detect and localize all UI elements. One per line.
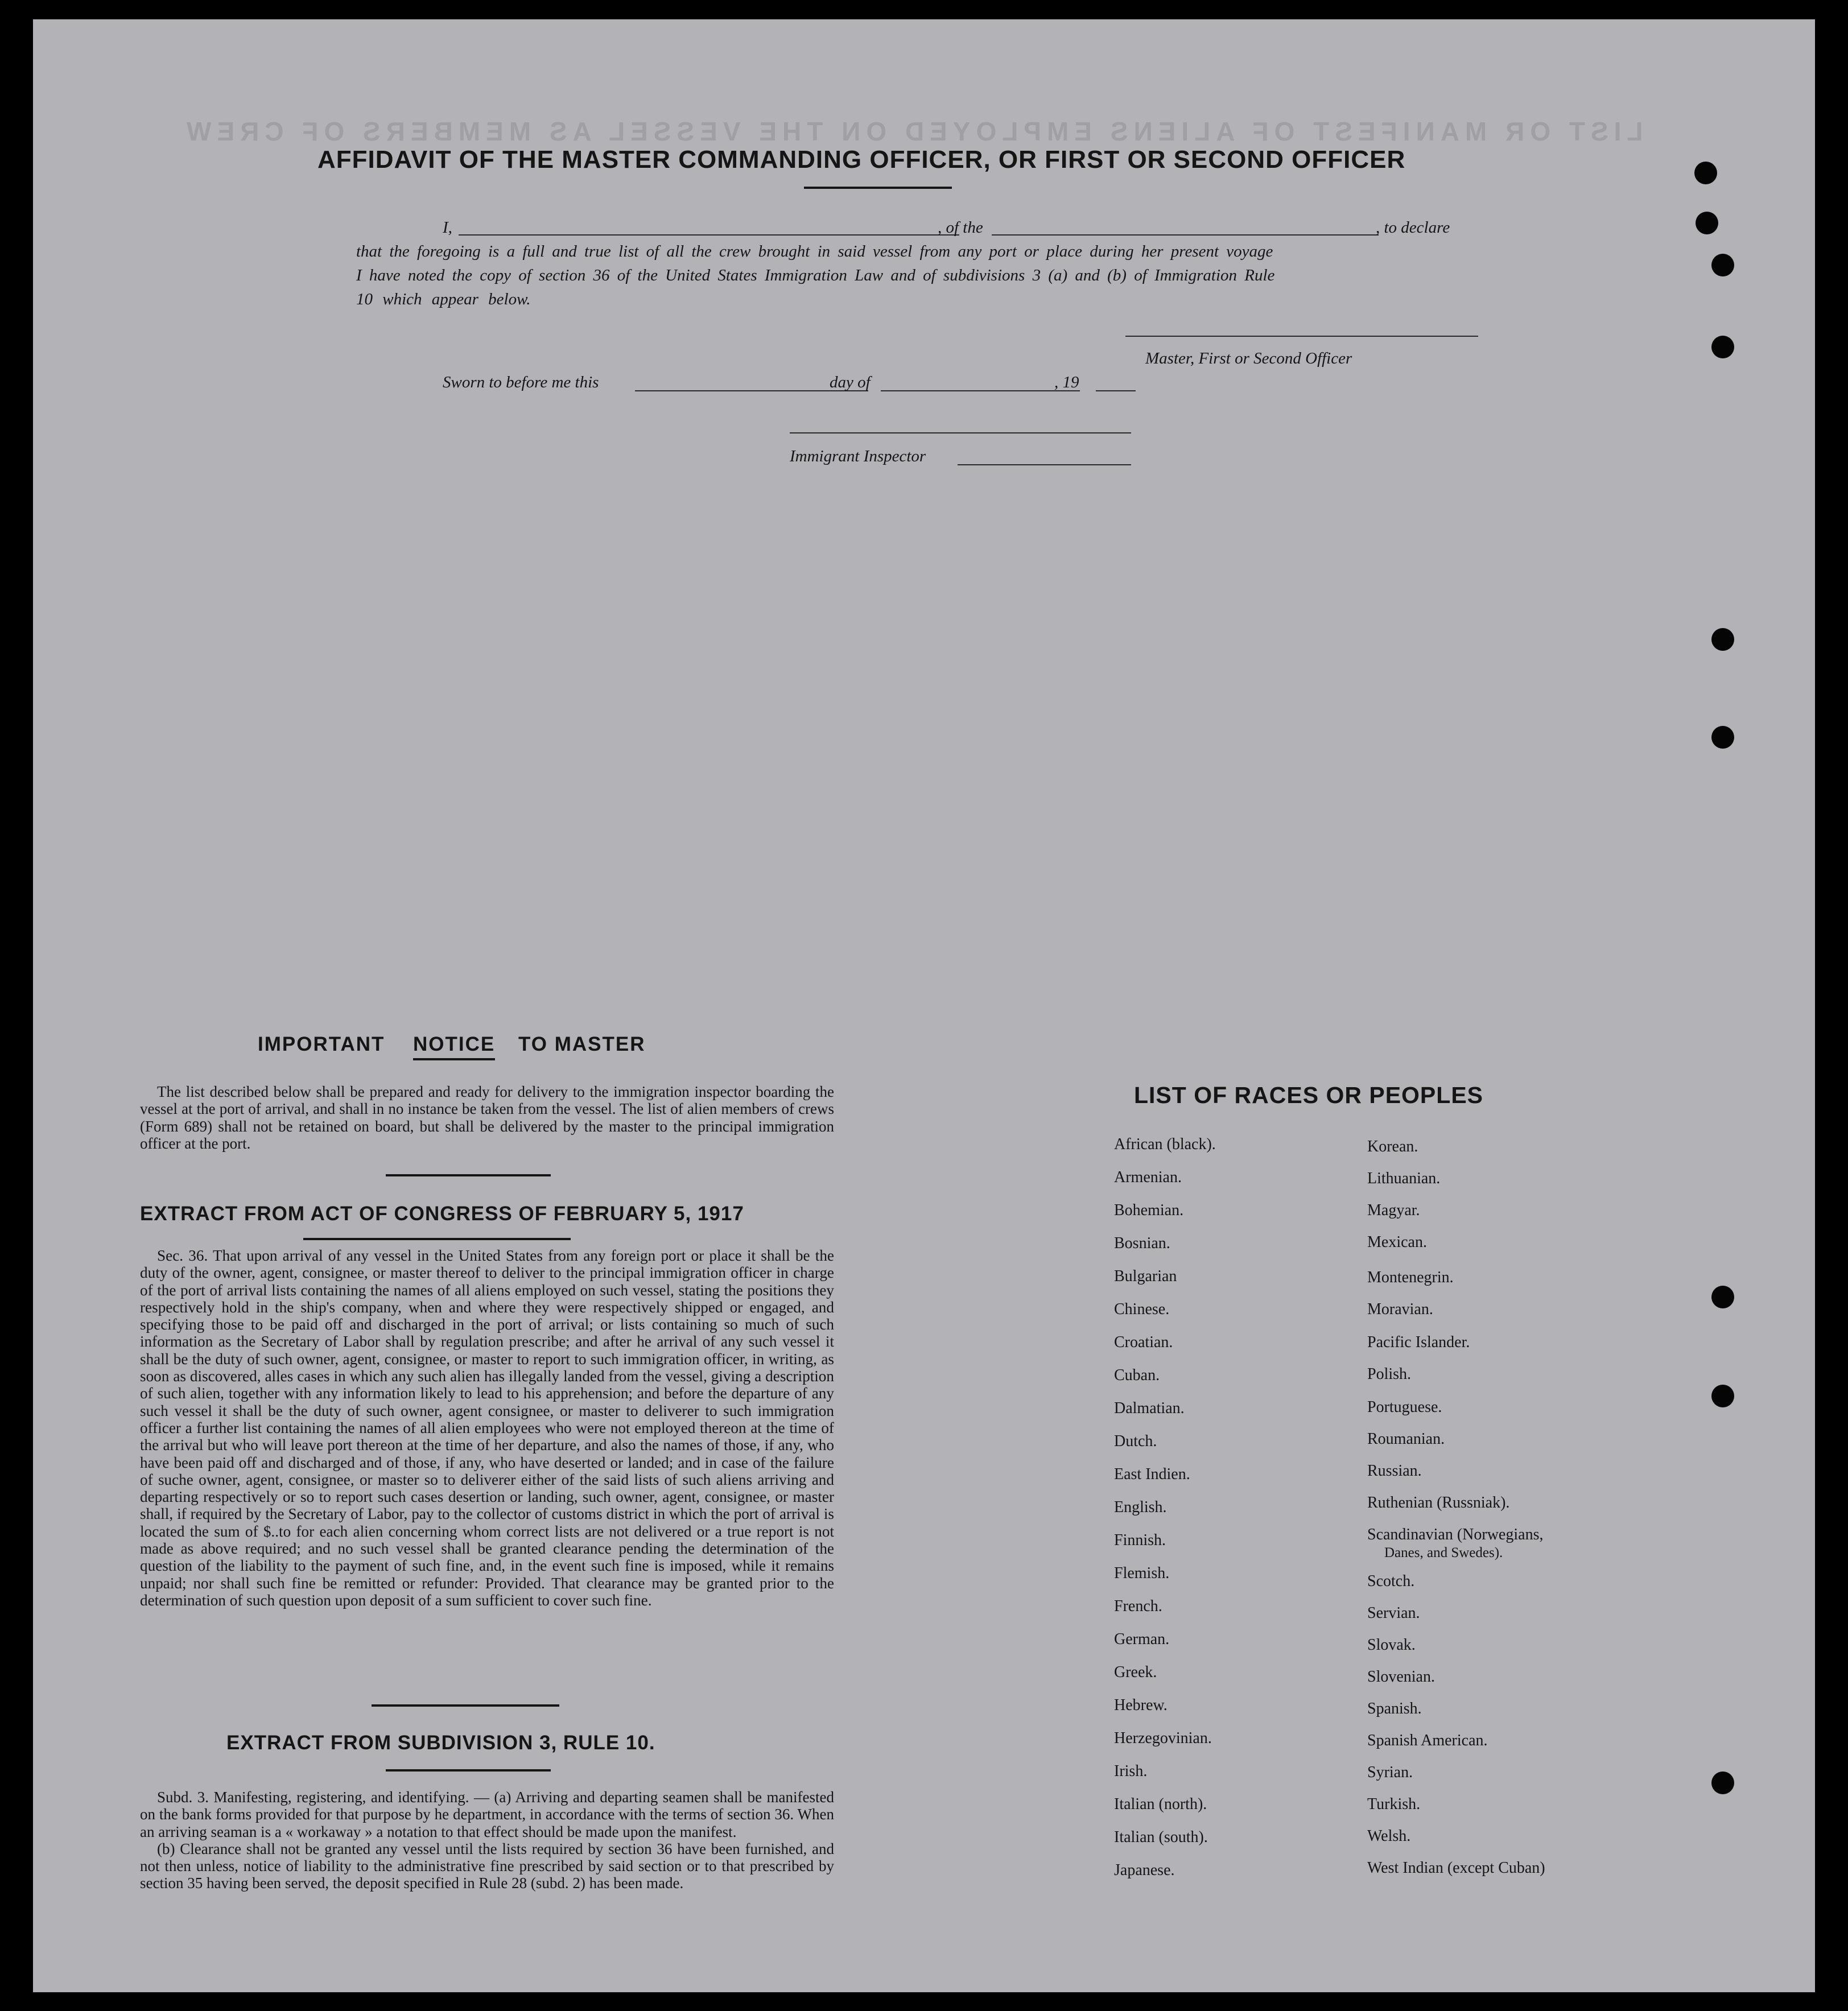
race-item: East Indien. bbox=[1114, 1465, 1190, 1483]
punch-hole bbox=[1711, 628, 1734, 651]
punch-hole bbox=[1711, 1385, 1734, 1407]
race-item: Polish. bbox=[1367, 1365, 1412, 1383]
document-page bbox=[33, 19, 1815, 1992]
race-item: Syrian. bbox=[1367, 1764, 1413, 1781]
bleed-through-text: LIST OR MANIFEST OF ALIENS EMPLOYED ON THE VESSEL AS MEMBERS OF CREW bbox=[181, 117, 1643, 146]
race-item: Moravian. bbox=[1367, 1300, 1433, 1318]
race-item: Hebrew. bbox=[1114, 1696, 1168, 1714]
race-item: Ruthenian (Russniak). bbox=[1367, 1494, 1510, 1512]
race-item: Montenegrin. bbox=[1367, 1269, 1454, 1286]
inspector-line bbox=[958, 464, 1131, 465]
race-item: Italian (north). bbox=[1114, 1795, 1207, 1813]
act-rule bbox=[303, 1238, 571, 1240]
inspector-line-top bbox=[790, 432, 1131, 433]
sworn-day-of: day of bbox=[830, 373, 871, 391]
race-item: Welsh. bbox=[1367, 1827, 1411, 1845]
race-item: Italian (south). bbox=[1114, 1828, 1208, 1846]
affidavit-body-line1: that the foregoing is a full and true list of all the crew brought in said vessel from any port or place during her present voyage bbox=[356, 242, 1273, 261]
race-item: Japanese. bbox=[1114, 1861, 1175, 1879]
affidavit-body-line3: 10 which appear below. bbox=[356, 290, 531, 308]
race-item: Spanish American. bbox=[1367, 1732, 1488, 1749]
race-item: Russian. bbox=[1367, 1462, 1422, 1480]
title-underline bbox=[804, 187, 952, 189]
race-item: Portuguese. bbox=[1367, 1398, 1442, 1416]
race-item: Turkish. bbox=[1367, 1795, 1421, 1813]
race-item: Slovenian. bbox=[1367, 1668, 1435, 1686]
affidavit-body-line2: I have noted the copy of section 36 of the United States Immigration Law and of subdivisions 3 (a) and (b) of Immigration Rule bbox=[356, 266, 1275, 284]
race-item: African (black). bbox=[1114, 1135, 1216, 1153]
race-item: Dalmatian. bbox=[1114, 1399, 1185, 1417]
affidavit-title: AFFIDAVIT OF THE MASTER COMMANDING OFFICER, OR FIRST OR SECOND OFFICER bbox=[317, 146, 1406, 174]
race-item: English. bbox=[1114, 1498, 1167, 1516]
race-item: Magyar. bbox=[1367, 1201, 1420, 1219]
race-item: Pacific Islander. bbox=[1367, 1333, 1470, 1351]
rule-heading: EXTRACT FROM SUBDIVISION 3, RULE 10. bbox=[226, 1732, 655, 1754]
race-item: Dutch. bbox=[1114, 1432, 1157, 1450]
rule-paragraph-a: Subd. 3. Manifesting, registering, and identifying. — (a) Arriving and departing seamen shall be manifested on the bank forms provided for that purpose by he department, in accordance with the terms of section 36. When an arriving seaman is a « workaway » a notation to that effect should be made upon the manifest. bbox=[140, 1789, 834, 1840]
affidavit-of-the: , of the bbox=[938, 218, 983, 237]
race-item: French. bbox=[1114, 1597, 1162, 1615]
blank-name-line bbox=[459, 234, 959, 236]
race-item: Scotch. bbox=[1367, 1572, 1415, 1590]
race-item: Mexican. bbox=[1367, 1233, 1427, 1251]
race-item: Armenian. bbox=[1114, 1168, 1182, 1186]
race-item: Bohemian. bbox=[1114, 1201, 1184, 1219]
notice-paragraph: The list described below shall be prepared and ready for delivery to the immigration inspector boarding the vessel at the port of arrival, and shall in no instance be taken from the vessel. The list of alien members of crews (Form 689) shall not be retained on board, but shall be delivered by the master to the principal immigration officer at the port. bbox=[140, 1083, 834, 1152]
notice-heading-to-master: TO MASTER bbox=[518, 1033, 646, 1055]
race-item: Roumanian. bbox=[1367, 1430, 1445, 1448]
inspector-label: Immigrant Inspector bbox=[790, 447, 926, 465]
act-text bbox=[140, 1247, 834, 1609]
rule-text bbox=[140, 1789, 834, 1892]
race-item: Finnish. bbox=[1114, 1531, 1166, 1549]
notice-rule bbox=[386, 1174, 551, 1176]
punch-hole bbox=[1711, 254, 1734, 276]
race-item: Bulgarian bbox=[1114, 1267, 1177, 1285]
affidavit-to-declare: , to declare bbox=[1376, 218, 1450, 237]
punch-hole bbox=[1711, 336, 1734, 358]
race-item: Korean. bbox=[1367, 1138, 1418, 1155]
race-item: Slovak. bbox=[1367, 1636, 1416, 1654]
race-item: Greek. bbox=[1114, 1663, 1157, 1681]
race-item: Servian. bbox=[1367, 1604, 1420, 1622]
race-item: Croatian. bbox=[1114, 1333, 1173, 1351]
race-item: Spanish. bbox=[1367, 1700, 1422, 1717]
punch-hole bbox=[1711, 1772, 1734, 1794]
notice-heading-notice: NOTICE bbox=[413, 1033, 495, 1060]
race-item: Flemish. bbox=[1114, 1564, 1170, 1582]
races-heading: LIST OF RACES OR PEOPLES bbox=[1134, 1082, 1484, 1108]
race-item-cont: Danes, and Swedes). bbox=[1384, 1545, 1503, 1560]
affidavit-i: I, bbox=[443, 218, 452, 237]
race-item: German. bbox=[1114, 1630, 1170, 1648]
notice-text bbox=[140, 1083, 834, 1152]
rule-paragraph-b: (b) Clearance shall not be granted any vessel until the lists required by section 36 have been furnished, and not then unless, notice of liability to the administrative fine prescribed by said section or to that prescribed by section 35 having been served, the deposit specified in Rule 28 (subd. 2) has been made. bbox=[140, 1840, 834, 1892]
sworn-year: , 19 bbox=[1054, 373, 1079, 391]
punch-hole bbox=[1694, 162, 1717, 184]
punch-hole bbox=[1711, 1286, 1734, 1308]
act-paragraph: Sec. 36. That upon arrival of any vessel in the United States from any foreign port or place it shall be the duty of the owner, agent, consignee, or master thereof to deliver to the principal immigration officer in charge of the port of arrival lists containing the names of all aliens employed on such vessel, stating the positions they respectively hold in the ship's company, when and where they were respectively shipped or engaged, and specifying those to be paid off and discharged in the port of arrival; or lists containing so much of such information as the Secretary of Labor shall by regulation prescribe; and after he arrival of any such vessel it shall be the duty of such owner, agent, consignee, or master to report to such immigration officer, in writing, as soon as discovered, alles cases in which any such alien has illegally landed from the vessel, giving a description of such alien, together with any information likely to lead to his apprehension; and before the departure of any such vessel it shall be the duty of such owner, agent consignee, or master to deliverer to such immigration officer a further list containing the names of all alien employees who were not employed thereon at the time of the arrival but who will leave port thereon at the time of her departure, and also the names of those, if any, who have been paid off and discharged and of those, if any, who have deserted or landed; and in case of the failure of suche owner, agent, consignee, or master so to deliverer either of the said lists of such aliens arriving and departing respectively or so to report such cases desertion or landing, such owner, agent, consignee, or master shall, if required by the Secretary of Labor, pay to the collector of customs district in which the port of arrival is located the sum of $..to for each alien concerning whom correct lists are not delivered or a true report is not made as above required; and no such vessel shall be granted clearance pending the determination of the question of the liability to the payment of such fine, and, in the event such fine is imposed, while it remains unpaid; nor shall such fine be remitted or refunder: Provided. That clearance may be granted prior to the determination of such question upon deposit of a sum sufficient to cover such fine. bbox=[140, 1247, 834, 1609]
sworn-month-line bbox=[881, 390, 1080, 391]
signature-label: Master, First or Second Officer bbox=[1145, 349, 1352, 367]
race-item: Scandinavian (Norwegians, bbox=[1367, 1526, 1544, 1543]
punch-hole bbox=[1696, 212, 1718, 234]
race-item: Chinese. bbox=[1114, 1300, 1170, 1318]
blank-vessel-line bbox=[992, 234, 1379, 236]
notice-heading-important: IMPORTANT bbox=[258, 1033, 385, 1055]
race-item: Irish. bbox=[1114, 1762, 1148, 1780]
race-item: Bosnian. bbox=[1114, 1234, 1170, 1252]
rule-rule-top bbox=[372, 1704, 559, 1707]
act-heading: EXTRACT FROM ACT OF CONGRESS OF FEBRUARY 5, 1917 bbox=[140, 1203, 744, 1225]
race-item: Lithuanian. bbox=[1367, 1170, 1441, 1187]
sworn-text: Sworn to before me this bbox=[443, 373, 599, 391]
race-item: Herzegovinian. bbox=[1114, 1729, 1212, 1747]
signature-line bbox=[1125, 336, 1478, 337]
race-item: Cuban. bbox=[1114, 1366, 1160, 1384]
race-item: West Indian (except Cuban) bbox=[1367, 1859, 1545, 1877]
punch-hole bbox=[1711, 726, 1734, 749]
sworn-year-line bbox=[1096, 390, 1136, 391]
rule-rule-bottom bbox=[386, 1769, 551, 1772]
